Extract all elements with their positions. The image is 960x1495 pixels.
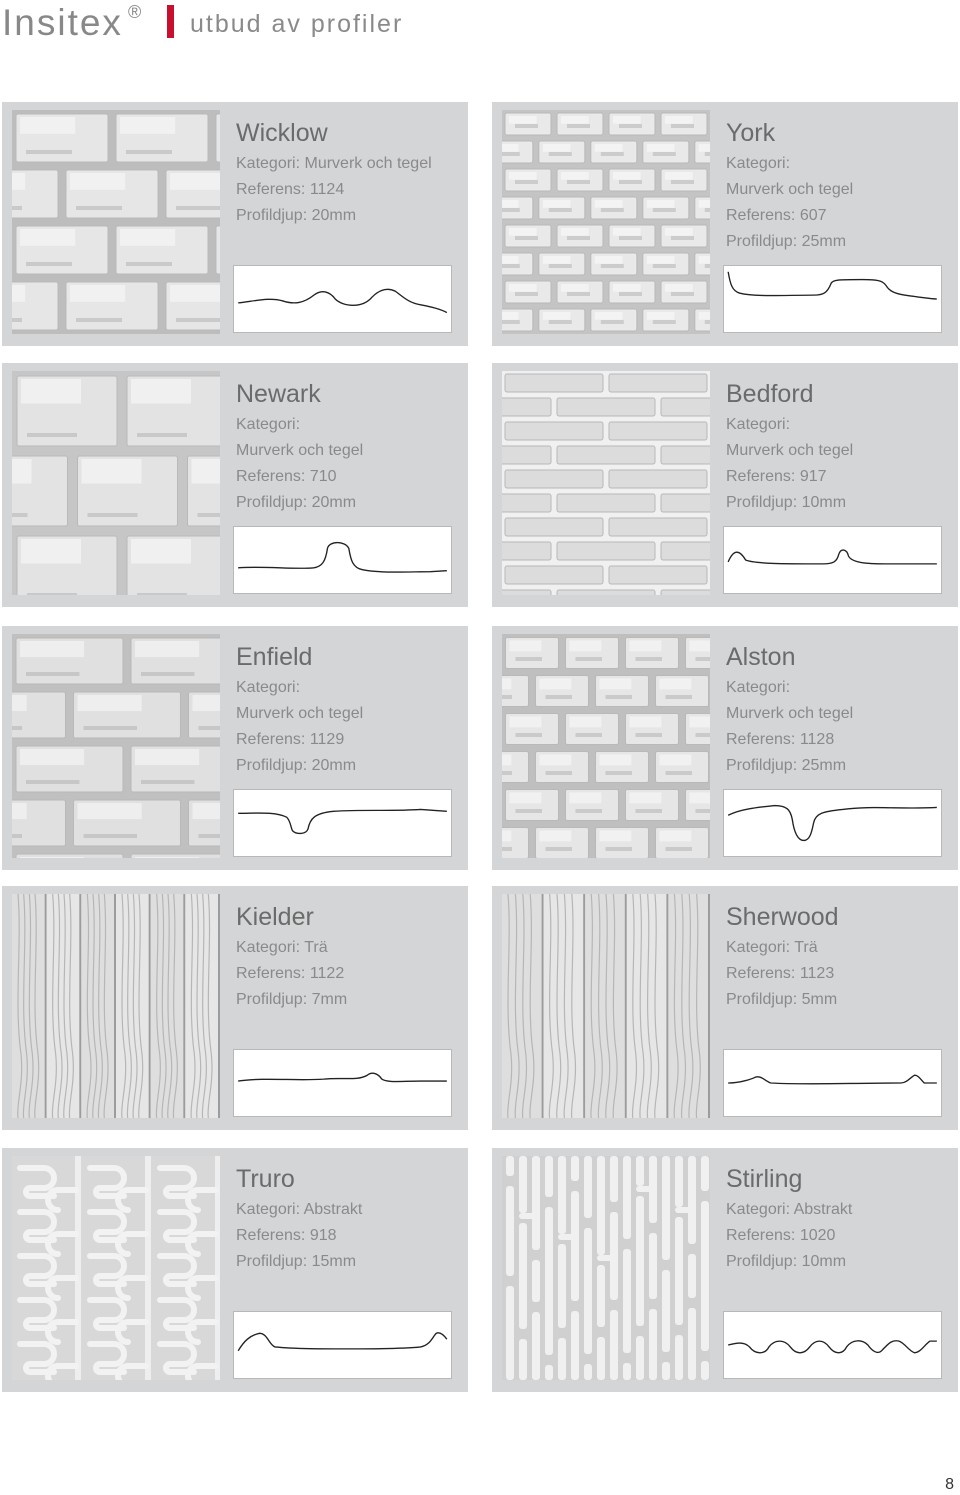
profile-info: [236, 118, 456, 229]
profile-detail: Kategori: Murverk och tegel: [236, 155, 432, 172]
profile-detail: Murverk och tegel: [726, 705, 854, 722]
texture-image: [502, 894, 710, 1118]
profile-card-alston: [492, 626, 958, 870]
profile-line: [238, 809, 447, 833]
profile-detail: Referens: 1020: [726, 1227, 836, 1244]
profile-name: Kielder: [236, 903, 314, 931]
profile-name: Newark: [236, 380, 321, 408]
profile-line: [728, 1341, 937, 1353]
registered-mark: ®: [128, 2, 142, 22]
profile-cross-section: [723, 1311, 942, 1379]
profile-detail: Kategori:: [236, 416, 301, 433]
profile-detail: Profildjup: 7mm: [236, 991, 348, 1008]
profile-info: [726, 1164, 946, 1275]
profile-card-bedford: [492, 363, 958, 607]
profile-detail: Kategori:: [726, 679, 791, 696]
profile-info: [236, 379, 456, 516]
profile-info: [236, 902, 456, 1013]
profile-detail: Murverk och tegel: [726, 181, 854, 198]
profile-detail: Referens: 1122: [236, 965, 345, 982]
page-number: 8: [945, 1476, 954, 1493]
profile-detail: Kategori: Trä: [726, 939, 818, 956]
texture-image: [502, 371, 710, 595]
profile-cross-section: [233, 526, 452, 594]
profile-detail: Kategori:: [726, 416, 791, 433]
profile-info: [236, 1164, 456, 1275]
profile-name: Truro: [236, 1165, 295, 1193]
profile-detail: Profildjup: 10mm: [726, 1253, 847, 1270]
profile-card-stirling: [492, 1148, 958, 1392]
profile-detail: Profildjup: 25mm: [726, 233, 847, 250]
page-header: [0, 0, 960, 48]
profile-detail: Referens: 607: [726, 207, 827, 224]
profile-line: [728, 1075, 937, 1084]
profile-detail: Kategori:: [726, 155, 791, 172]
profile-cross-section: [723, 526, 942, 594]
profile-detail: Murverk och tegel: [236, 705, 364, 722]
profile-detail: Referens: 710: [236, 468, 337, 485]
profile-detail: Referens: 1124: [236, 181, 345, 198]
profile-detail: Murverk och tegel: [726, 442, 854, 459]
profile-card-kielder: [2, 886, 468, 1130]
profile-line: [238, 1333, 447, 1351]
texture-image: [12, 371, 220, 595]
profile-info: [726, 379, 946, 516]
profile-card-truro: [2, 1148, 468, 1392]
profile-line: [728, 550, 937, 564]
texture-image: [12, 894, 220, 1118]
profile-info: [726, 642, 946, 779]
profile-detail: Profildjup: 25mm: [726, 757, 847, 774]
profile-card-enfield: [2, 626, 468, 870]
profile-line: [238, 289, 447, 312]
profile-detail: Profildjup: 20mm: [236, 757, 357, 774]
profile-cross-section: [723, 789, 942, 857]
profile-detail: Murverk och tegel: [236, 442, 364, 459]
texture-image: [12, 110, 220, 334]
texture-image: [12, 634, 220, 858]
profile-detail: Referens: 1128: [726, 731, 835, 748]
profile-name: Alston: [726, 643, 796, 671]
profile-card-newark: [2, 363, 468, 607]
texture-image: [502, 1156, 710, 1380]
profile-name: Bedford: [726, 380, 814, 408]
profile-line: [238, 1073, 447, 1081]
accent-bar: [167, 5, 174, 38]
profile-detail: Referens: 918: [236, 1227, 337, 1244]
profile-detail: Profildjup: 5mm: [726, 991, 838, 1008]
profile-name: Enfield: [236, 643, 313, 671]
profile-detail: Referens: 917: [726, 468, 827, 485]
profile-detail: Kategori: Trä: [236, 939, 328, 956]
profile-name: York: [726, 119, 776, 147]
profile-detail: Profildjup: 20mm: [236, 494, 357, 511]
profile-info: [726, 902, 946, 1013]
profile-line: [728, 272, 937, 299]
profile-name: Wicklow: [236, 119, 328, 147]
page-subtitle: utbud av profiler: [190, 10, 404, 38]
profile-line: [238, 543, 447, 573]
profile-detail: Kategori: Abstrakt: [726, 1201, 853, 1218]
profile-detail: Referens: 1129: [236, 731, 345, 748]
profile-detail: Referens: 1123: [726, 965, 835, 982]
profile-info: [236, 642, 456, 779]
profile-card-sherwood: [492, 886, 958, 1130]
texture-image: [12, 1156, 220, 1380]
profile-card-york: [492, 102, 958, 346]
profile-cross-section: [233, 1311, 452, 1379]
profile-cross-section: [723, 1049, 942, 1117]
profile-cross-section: [233, 265, 452, 333]
profile-detail: Profildjup: 10mm: [726, 494, 847, 511]
brand-logo: Insitex: [2, 2, 123, 43]
profile-name: Stirling: [726, 1165, 803, 1193]
profile-name: Sherwood: [726, 903, 839, 931]
texture-image: [502, 110, 710, 334]
profile-detail: Profildjup: 15mm: [236, 1253, 357, 1270]
profile-info: [726, 118, 946, 255]
profile-cross-section: [723, 265, 942, 333]
texture-image: [502, 634, 710, 858]
profile-detail: Profildjup: 20mm: [236, 207, 357, 224]
profile-detail: Kategori: Abstrakt: [236, 1201, 363, 1218]
profile-cross-section: [233, 1049, 452, 1117]
profile-cross-section: [233, 789, 452, 857]
profile-detail: Kategori:: [236, 679, 301, 696]
profile-card-wicklow: [2, 102, 468, 346]
profile-line: [728, 806, 937, 841]
